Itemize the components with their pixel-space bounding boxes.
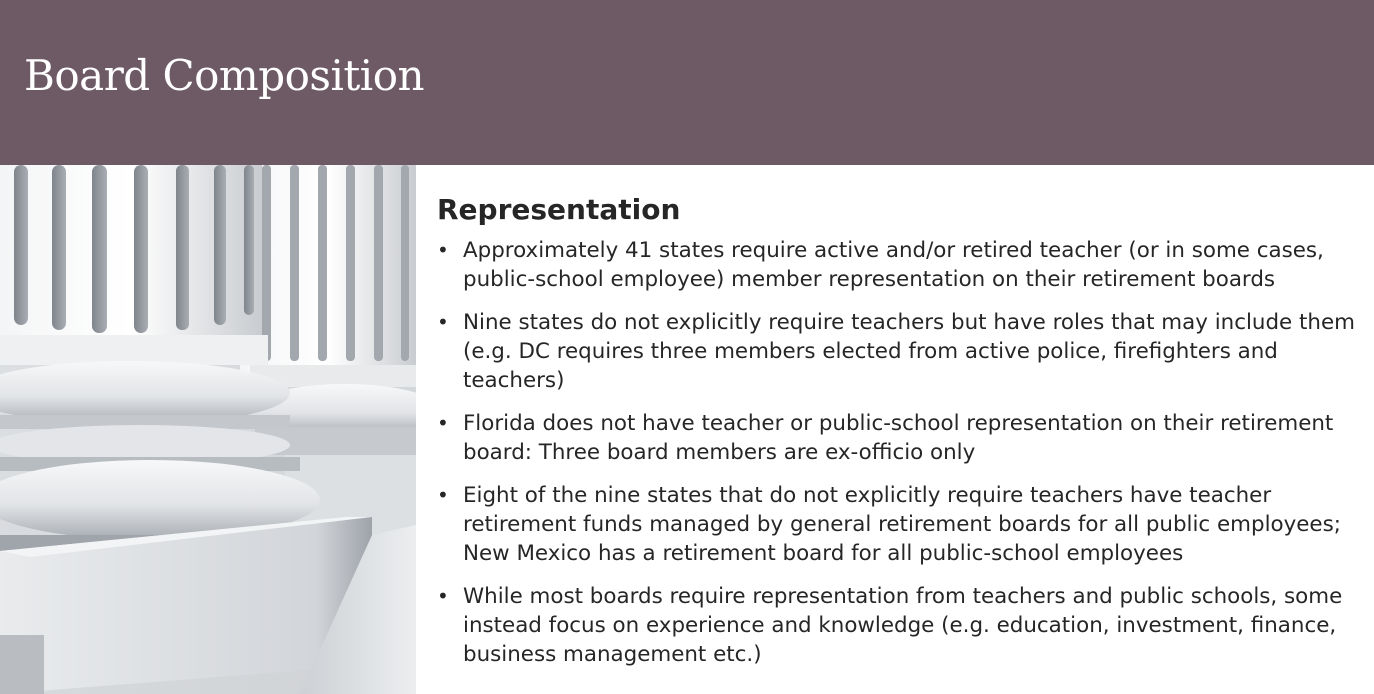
bullet-icon: •: [437, 411, 449, 435]
bullet-list: [437, 236, 1362, 669]
bullet-text: Nine states do not explicitly require teachers but have roles that may include them (e.g. DC requires three members elected from active police, firefighters and teachers): [463, 310, 1355, 393]
bullet-icon: •: [437, 483, 449, 507]
section-heading: Representation: [437, 193, 681, 226]
bullet-item: [437, 409, 1362, 467]
bullet-text: Florida does not have teacher or public-school representation on their retirement board: Three board members are ex-officio only: [463, 411, 1334, 465]
bullet-item: [437, 308, 1362, 395]
bullet-item: [437, 582, 1362, 669]
bullet-icon: •: [437, 310, 449, 334]
bullet-icon: •: [437, 584, 449, 608]
marble-columns-photo: [0, 165, 416, 694]
content-area: [437, 190, 1362, 683]
bullet-icon: •: [437, 238, 449, 262]
bullet-item: [437, 236, 1362, 294]
bullet-text: Eight of the nine states that do not explicitly require teachers have teacher retirement funds managed by general retirement boards for all public employees; New Mexico has a retirement board for all public-school employees: [463, 483, 1341, 566]
bullet-text: While most boards require representation from teachers and public schools, some instead focus on experience and knowledge (e.g. education, investment, finance, business management etc.): [463, 584, 1343, 667]
slide-title: Board Composition: [24, 51, 425, 100]
bullet-text: Approximately 41 states require active and/or retired teacher (or in some cases, public-school employee) member representation on their retirement boards: [463, 238, 1324, 292]
title-bar: [0, 0, 1374, 165]
bullet-item: [437, 481, 1362, 568]
